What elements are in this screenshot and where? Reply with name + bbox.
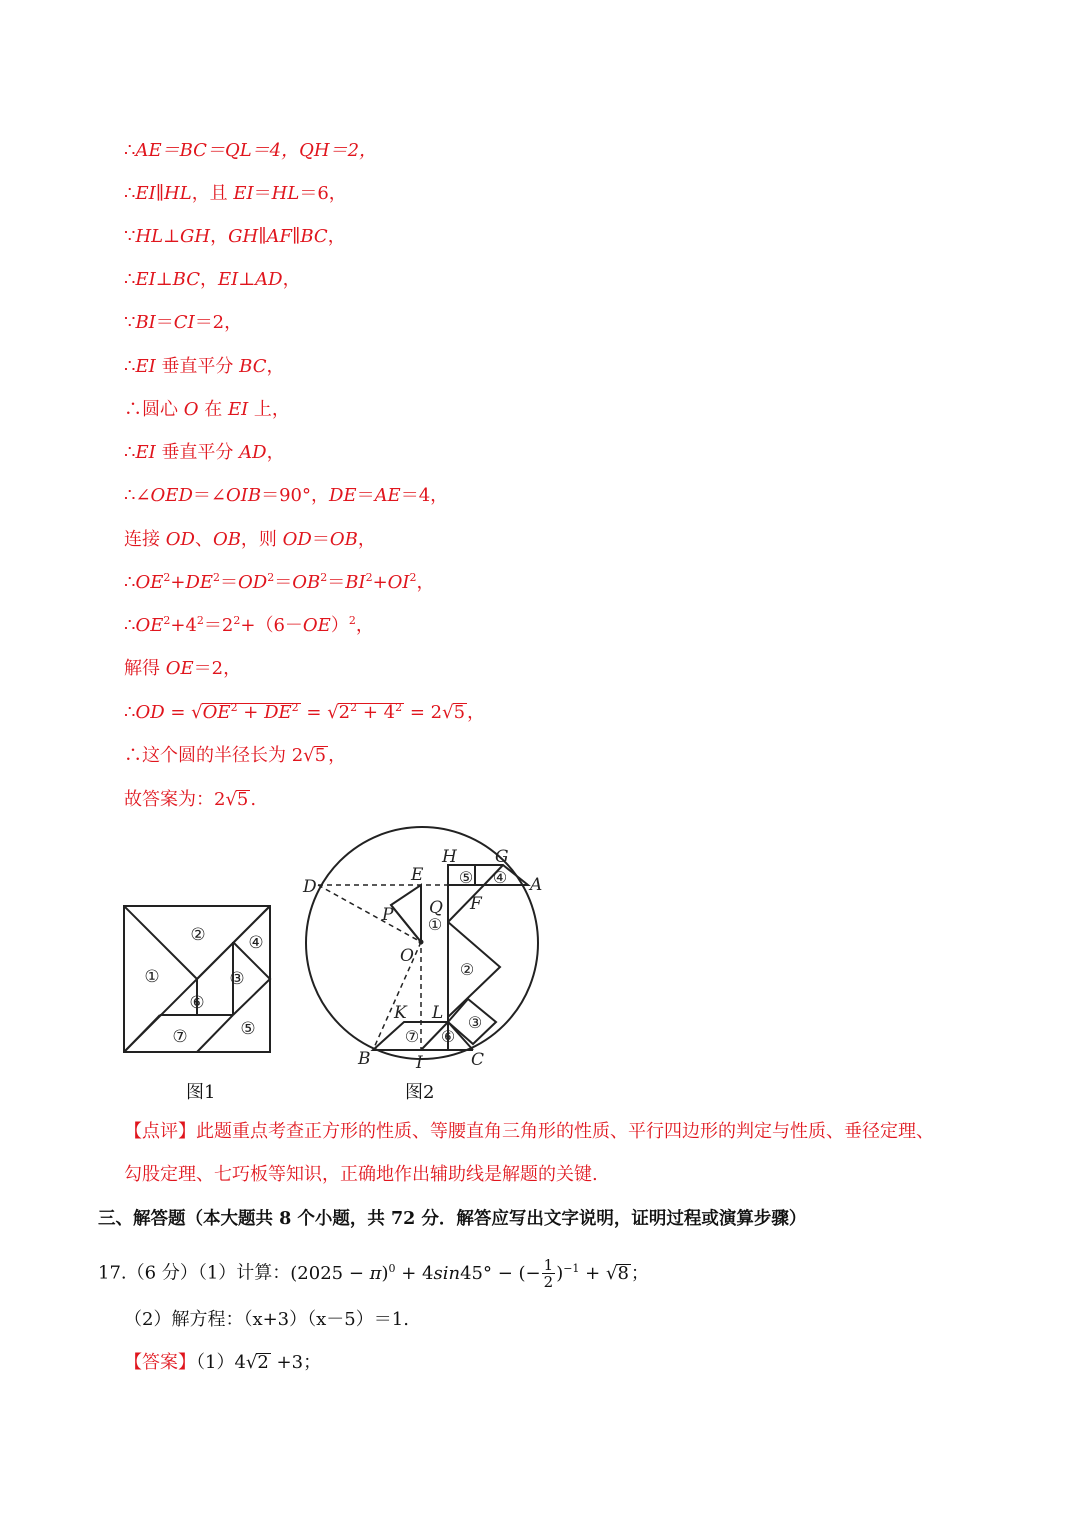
fig2-point-P: P [382,905,394,925]
fig1-piece-4: ④ [248,933,264,953]
answer-text: （1）4√2 +3； [196,1352,322,1373]
fig2-piece-3: ③ [467,1013,483,1032]
solution-line-11: $\therefore OE^2+DE^2=OD^2=OB^2=BI^2+OI^2$， [124,571,435,593]
solution-text-15: 这个圆的半径长为 2√5 ， [142,745,347,766]
fig1-piece-7: ⑦ [172,1027,188,1047]
solution-line-9: ∴∠OED＝∠OIB＝90°，DE＝AE＝4， [124,485,449,506]
review-line-2 [124,1164,598,1186]
solution-line-8: ∴EI 垂直平分 AD， [124,442,285,463]
solution-text-8: EI 垂直平分 AD， [135,442,285,463]
figure-2-circle [298,822,558,1072]
solution-text-1: AE＝BC＝QL＝4，QH＝2， [135,140,378,161]
fig1-piece-2: ② [190,925,206,945]
solution-line-6: ∴EI 垂直平分 BC， [124,356,285,377]
solution-line-5: ∵BI＝CI＝2， [124,312,243,333]
figure-1-tangram [118,900,278,1060]
fig1-piece-5: ⑤ [240,1019,256,1039]
fig2-piece-7: ⑦ [404,1027,420,1046]
solution-line-7: ∴圆心 O 在 EI 上， [124,399,290,420]
solution-text-7: 圆心 O 在 EI 上， [142,399,290,420]
fig2-point-L: L [432,1003,444,1023]
fig2-point-Q: Q [429,898,443,918]
review-text-2: 勾股定理、七巧板等知识，正确地作出辅助线是解题的关键. [124,1164,598,1185]
solution-line-4: ∴EI⊥BC，EI⊥AD， [124,269,301,290]
fig2-point-G: G [495,847,509,867]
solution-text-3: HL⊥GH，GH∥AF∥BC， [135,226,346,247]
solution-text-12: $OE^2+4^2=2^2+(6-OE)^2$， [135,614,374,636]
question-17-line-1 [98,1257,649,1290]
fig2-point-A: A [530,875,543,895]
question-part1-label: （1）计算： [197,1262,291,1284]
solution-line-1: ∴AE＝BC＝QL＝4，QH＝2， [124,140,378,161]
fig2-piece-2: ② [459,960,475,979]
fig2-piece-5: ⑤ [458,868,474,887]
question-score: （6 分） [126,1262,198,1284]
review-tag: 【点评】 [124,1121,196,1142]
fig2-point-E: E [411,865,424,885]
solution-text-6: EI 垂直平分 BC， [135,356,285,377]
solution-text-11: $OE^2+DE^2=OD^2=OB^2=BI^2+OI^2$， [135,571,435,593]
fig2-point-D: D [303,877,317,897]
fig2-point-I: I [416,1053,423,1072]
solution-line-16 [124,789,256,811]
answer-tag: 【答案】 [124,1352,196,1373]
solution-text-5: BI＝CI＝2， [135,312,243,333]
solution-line-3: ∵HL⊥GH，GH∥AF∥BC， [124,226,346,247]
section-heading: 三、解答题（本大题共 8 个小题，共 72 分．解答应写出文字说明，证明过程或演算步骤） [98,1209,807,1229]
solution-line-15: ∴这个圆的半径长为 2√5 ， [124,745,347,766]
solution-text-10: 连接 OD、OB，则 OD＝OB， [124,529,376,550]
solution-line-2: ∴EI∥HL，且 EI＝HL＝6， [124,183,347,204]
review-line-1 [124,1121,934,1143]
solution-text-2: EI∥HL，且 EI＝HL＝6， [135,183,347,204]
fig2-point-C: C [471,1050,485,1070]
question-17-part-2: （2）解方程：（x+3）（x－5）＝1. [124,1309,409,1330]
solution-text-13: 解得 OE＝2， [124,658,242,679]
fig2-point-H: H [442,847,457,867]
fig2-point-O: O [400,946,414,966]
fig1-piece-1: ① [144,967,160,987]
solution-line-12: $\therefore OE^2+4^2=2^2+(6-OE)^2$， [124,614,374,636]
review-text-1: 此题重点考查正方形的性质、等腰直角三角形的性质、平行四边形的判定与性质、垂径定理、 [196,1121,934,1142]
solution-line-14: ∴OD = $√OE^2 + DE^2 = √2^2 + 4^2 = 2√5$ ， [124,701,486,723]
solution-text-9: ∠OED＝∠OIB＝90°，DE＝AE＝4， [135,485,449,506]
fig1-piece-3: ③ [229,969,245,989]
figure-1-caption: 图1 [186,1082,216,1103]
solution-text-16: 故答案为：2√5 . [124,789,257,810]
solution-text-4: EI⊥BC，EI⊥AD， [135,269,301,290]
fig2-point-B: B [358,1049,371,1069]
answer-line [124,1352,321,1374]
solution-line-10 [124,529,376,551]
fig2-piece-4: ④ [492,868,508,887]
question-part1-expr: $(2025 - \pi)^0 + 4\sin 45^\circ$ − (− $\frac{1}{2}$ )$^{-1}$ + √8 ； [290,1256,649,1291]
solution-line-13 [124,658,241,680]
figure-2-caption: 图2 [405,1082,435,1103]
fig2-piece-6: ⑥ [440,1027,456,1046]
fig2-point-K: K [394,1003,407,1023]
solution-text-14: OD = $√OE^2 + DE^2 = √2^2 + 4^2 = 2√5$ ， [135,701,486,723]
fig1-piece-6: ⑥ [189,993,205,1013]
question-number: 17. [98,1262,127,1284]
fig2-piece-1: ① [427,915,443,934]
fig2-point-F: F [470,894,482,914]
